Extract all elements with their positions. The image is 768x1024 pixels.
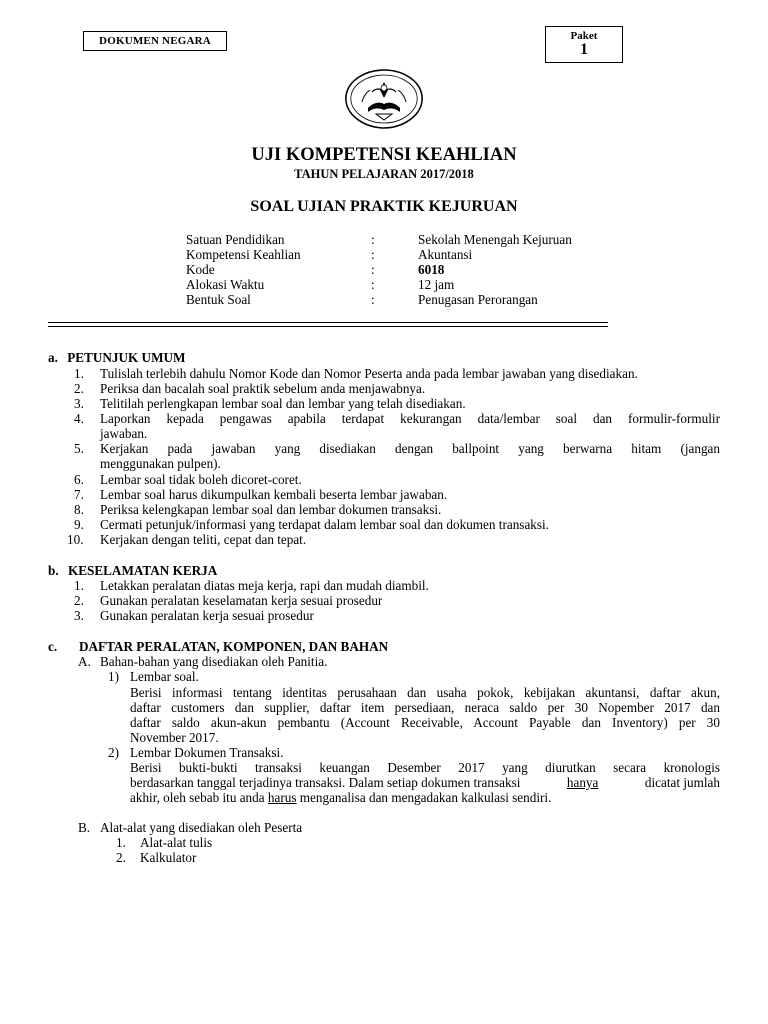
list-item: Alat-alat tulis	[140, 835, 213, 850]
list-number: 10.	[67, 532, 84, 547]
paragraph-line: November 2017.	[130, 730, 219, 745]
list-number: 8.	[74, 502, 84, 517]
list-number: 7.	[74, 487, 84, 502]
section-marker: b.	[48, 563, 59, 578]
list-item: Telitilah perlengkapan lembar soal dan lembar yang telah disediakan.	[100, 396, 466, 411]
list-item: Laporkan kepada pengawas apabila terdapat kekurangan data/lembar soal dan formulir-formulir	[100, 411, 720, 426]
list-item: Lembar soal tidak boleh dicoret-coret.	[100, 472, 302, 487]
list-number: 2.	[74, 381, 84, 396]
info-label: Bentuk Soal	[186, 292, 251, 307]
info-row	[186, 277, 606, 292]
list-item: Kerjakan pada jawaban yang disediakan dengan ballpoint yang berwarna hitam (jangan	[100, 441, 720, 456]
list-item: Lembar soal harus dikumpulkan kembali beserta lembar jawaban.	[100, 487, 448, 502]
list-item: Lembar Dokumen Transaksi.	[130, 745, 284, 760]
underlined-word: harus	[267, 790, 297, 805]
paket-box	[545, 26, 623, 63]
list-item: Periksa dan bacalah soal praktik sebelum anda menjawabnya.	[100, 381, 426, 396]
list-number: 6.	[74, 472, 84, 487]
sub-heading: Alat-alat yang disediakan oleh Peserta	[100, 820, 303, 835]
list-item: Kalkulator	[140, 850, 197, 865]
section-title: KESELAMATAN KERJA	[67, 563, 218, 578]
text-fragment: berdasarkan tanggal terjadinya transaksi. Dalam setiap dokumen transaksi	[130, 775, 521, 790]
list-item-continuation: jawaban.	[100, 426, 148, 441]
info-label: Kompetensi Keahlian	[186, 247, 301, 262]
info-value-code: 6018	[418, 262, 445, 277]
info-separator: :	[371, 292, 375, 307]
list-item: Letakkan peralatan diatas meja kerja, rapi dan mudah diambil.	[100, 578, 429, 593]
info-separator: :	[371, 262, 375, 277]
list-number: 9.	[74, 517, 84, 532]
info-label: Alokasi Waktu	[186, 277, 265, 292]
underlined-word: hanya	[566, 775, 599, 790]
info-row	[186, 247, 606, 262]
list-item: Gunakan peralatan kerja sesuai prosedur	[100, 608, 314, 623]
info-row	[186, 262, 606, 277]
paragraph-line: Berisi bukti-bukti transaksi keuangan Desember 2017 yang diurutkan secara kronologis	[130, 760, 720, 775]
info-value: Sekolah Menengah Kejuruan	[418, 232, 572, 247]
list-number: 3.	[74, 396, 84, 411]
list-number: 1.	[116, 835, 126, 850]
info-label: Kode	[186, 262, 215, 277]
tut-wuri-handayani-logo	[342, 68, 426, 130]
info-value: Penugasan Perorangan	[418, 292, 538, 307]
list-number: 3.	[74, 608, 84, 623]
section-title: PETUNJUK UMUM	[67, 350, 186, 365]
academic-year: TAHUN PELAJARAN 2017/2018	[294, 167, 474, 181]
section-marker: c.	[48, 639, 58, 654]
section-a-heading	[48, 350, 186, 366]
text-fragment: akhir, oleh sebab itu anda	[130, 790, 265, 805]
info-separator: :	[371, 232, 375, 247]
info-label: Satuan Pendidikan	[186, 232, 285, 247]
paragraph-line: daftar customers dan supplier, daftar item persediaan, neraca saldo per 30 Nopember 2017 dan	[130, 700, 720, 715]
list-item: Cermati petunjuk/informasi yang terdapat dalam lembar soal dan dokumen transaksi.	[100, 517, 549, 532]
paragraph-line	[130, 790, 551, 806]
paragraph-line: Berisi informasi tentang identitas perusahaan dan usaha pokok, kebijakan akuntansi, daftar akun,	[130, 685, 720, 700]
divider	[48, 322, 608, 323]
paket-number: 1	[580, 41, 588, 58]
list-number: 2)	[108, 745, 119, 760]
paragraph-line: daftar saldo akun-akun pembantu (Account Receivable, Account Payable dan Inventory) per 30	[130, 715, 720, 730]
list-number: 1.	[74, 578, 84, 593]
list-number: 2.	[116, 850, 126, 865]
list-item: Periksa kelengkapan lembar soal dan lembar dokumen transaksi.	[100, 502, 442, 517]
document-label: DOKUMEN NEGARA	[83, 31, 227, 51]
list-number: 1)	[108, 669, 119, 684]
info-row	[186, 292, 606, 307]
emblem-icon	[342, 68, 426, 130]
paket-label: Paket	[570, 30, 598, 42]
info-table	[186, 232, 606, 307]
list-number: 5.	[74, 441, 84, 456]
list-number: 1.	[74, 366, 84, 381]
section-title: DAFTAR PERALATAN, KOMPONEN, DAN BAHAN	[79, 639, 389, 654]
sub-marker: A.	[78, 654, 91, 669]
list-item: Lembar soal.	[130, 669, 199, 684]
list-number: 4.	[74, 411, 84, 426]
paragraph-line	[130, 775, 720, 791]
list-item: Gunakan peralatan keselamatan kerja sesuai prosedur	[100, 593, 383, 608]
sub-marker: B.	[78, 820, 91, 835]
info-value: 12 jam	[418, 277, 455, 292]
list-number: 2.	[74, 593, 84, 608]
section-c-heading	[48, 639, 389, 655]
info-value: Akuntansi	[418, 247, 473, 262]
divider	[48, 326, 608, 327]
info-separator: :	[371, 247, 375, 262]
list-item: Kerjakan dengan teliti, cepat dan tepat.	[100, 532, 307, 547]
section-marker: a.	[48, 350, 58, 365]
page-subtitle: SOAL UJIAN PRAKTIK KEJURUAN	[250, 198, 518, 215]
info-row	[186, 232, 606, 247]
sub-heading: Bahan-bahan yang disediakan oleh Panitia.	[100, 654, 328, 669]
section-b-heading	[48, 563, 217, 579]
list-item: Tulislah terlebih dahulu Nomor Kode dan Nomor Peserta anda pada lembar jawaban yang disediakan.	[100, 366, 638, 381]
list-item-continuation: menggunakan pulpen).	[100, 456, 221, 471]
info-separator: :	[371, 277, 375, 292]
page-title: UJI KOMPETENSI KEAHLIAN	[251, 145, 517, 165]
text-fragment: dicatat jumlah	[644, 775, 720, 790]
text-fragment: menganalisa dan mengadakan kalkulasi sendiri.	[299, 790, 552, 805]
